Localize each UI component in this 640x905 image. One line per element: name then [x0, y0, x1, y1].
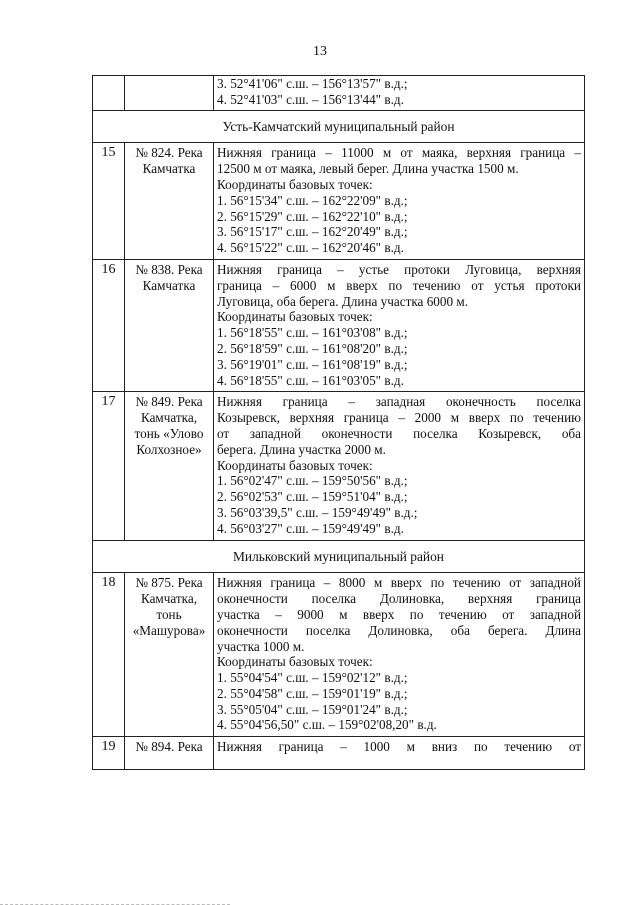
- coordinates-title: Координаты базовых точек:: [217, 457, 373, 473]
- coordinate-line: 3. 52°41'06" с.ш. – 156°13'57" в.д.;: [217, 76, 408, 91]
- row-description-cell: [214, 143, 585, 260]
- row-description-cell: [214, 76, 585, 111]
- coordinate-line: 2. 55°04'58" с.ш. – 159°01'19" в.д.;: [217, 685, 408, 701]
- row-number: 17: [93, 392, 125, 540]
- river-name-line: Камчатка: [142, 161, 196, 177]
- coordinate-line: 1. 56°02'47" с.ш. – 159°50'56" в.д.;: [217, 473, 408, 489]
- district-title: Мильковский муниципальный район: [93, 540, 585, 573]
- district-title: Усть-Камчатский муниципальный район: [93, 110, 585, 143]
- coordinate-line: 4. 55°04'56,50" с.ш. – 159°02'08,20" в.д.: [217, 717, 437, 733]
- table-row: [93, 76, 585, 111]
- description-line: Луговица, оба берега. Длина участка 6000 м.: [217, 293, 469, 309]
- document-table: [92, 75, 585, 770]
- table-row: [93, 143, 585, 260]
- coordinate-line: 2. 56°18'59" с.ш. – 161°08'20" в.д.;: [217, 340, 408, 356]
- river-name-line: № 894. Река: [135, 739, 203, 755]
- row-number-cell: [93, 76, 125, 111]
- coordinate-line: 4. 56°15'22" с.ш. – 162°20'46" в.д.: [217, 240, 404, 256]
- row-number: 16: [93, 259, 125, 391]
- coordinate-line: 4. 56°03'27" с.ш. – 159°49'49" в.д.: [217, 520, 404, 536]
- description-line: Нижняя граница – 11000 м от маяка, верхняя граница –: [217, 145, 581, 161]
- district-header-row: [93, 540, 585, 573]
- coordinate-line: 1. 56°18'55" с.ш. – 161°03'08" в.д.;: [217, 325, 408, 341]
- row-description-cell: [214, 737, 585, 770]
- row-name-cell: [125, 143, 214, 260]
- coordinate-line: 3. 56°03'39,5" с.ш. – 159°49'49" в.д.;: [217, 504, 418, 520]
- river-name-line: Камчатка: [142, 277, 196, 293]
- table-row: [93, 573, 585, 737]
- coordinate-line: 1. 56°15'34" с.ш. – 162°22'09" в.д.;: [217, 192, 408, 208]
- river-name-line: тонь: [156, 606, 182, 622]
- row-name-cell: [125, 573, 214, 737]
- river-name-line: № 824. Река: [135, 145, 203, 161]
- coordinates-title: Координаты базовых точек:: [217, 309, 373, 325]
- row-number: 19: [93, 737, 125, 770]
- river-name-line: Камчатка,: [140, 591, 198, 607]
- description-line: 12500 м от маяка, левый берег. Длина участка 1500 м.: [217, 161, 519, 177]
- coordinate-line: 4. 52°41'03" с.ш. – 156°13'44" в.д.: [217, 91, 404, 107]
- description-line: Нижняя граница – 8000 м вверх по течению от западной: [217, 575, 581, 591]
- coordinate-line: 2. 56°15'29" с.ш. – 162°22'10" в.д.;: [217, 208, 408, 224]
- coordinate-line: 2. 56°02'53" с.ш. – 159°51'04" в.д.;: [217, 489, 408, 505]
- coordinates-title: Координаты базовых точек:: [217, 176, 373, 192]
- row-number: 18: [93, 573, 125, 737]
- coordinate-line: 4. 56°18'55" с.ш. – 161°03'05" в.д.: [217, 372, 404, 388]
- row-name-cell: [125, 392, 214, 540]
- table-row: [93, 737, 585, 770]
- description-line: Нижняя граница – устье протоки Луговица, верхняя: [217, 261, 581, 277]
- river-name-line: № 849. Река: [135, 394, 203, 410]
- description-line: Нижняя граница – западная оконечность поселка: [217, 394, 581, 410]
- river-name-line: Камчатка,: [140, 410, 198, 426]
- page-number: 13: [313, 44, 327, 59]
- row-number: 15: [93, 143, 125, 260]
- coordinate-line: 3. 56°19'01" с.ш. – 161°08'19" в.д.;: [217, 356, 408, 372]
- row-name-cell: [125, 737, 214, 770]
- row-description-cell: [214, 573, 585, 737]
- coordinate-line: 3. 56°15'17" с.ш. – 162°20'49" в.д.;: [217, 224, 408, 240]
- row-description-cell: [214, 392, 585, 540]
- coordinate-line: 1. 55°04'54" с.ш. – 159°02'12" в.д.;: [217, 670, 408, 686]
- description-line: Козыревск, верхняя граница – 2000 м вверх по течению: [217, 410, 581, 426]
- description-line: участка 1000 м.: [217, 638, 305, 654]
- table-row: [93, 259, 585, 391]
- table-row: [93, 392, 585, 540]
- row-name-cell: [125, 76, 214, 111]
- river-name-line: «Машурова»: [132, 622, 206, 638]
- description-line: участка – 9000 м вверх по течению от западной: [217, 606, 581, 622]
- river-name-line: Колхозное»: [136, 441, 202, 457]
- river-name-line: № 838. Река: [135, 261, 203, 277]
- description-line: от западной оконечности поселка Козыревск, оба: [217, 425, 581, 441]
- description-line: граница – 6000 м вверх по течению от устья протоки: [217, 277, 581, 293]
- river-name-line: тонь «Улово: [134, 425, 204, 441]
- description-line: берега. Длина участка 2000 м.: [217, 441, 386, 457]
- district-header-row: [93, 110, 585, 143]
- description-line: оконечности поселка Долиновка, оба берега. Длина: [217, 622, 581, 638]
- row-name-cell: [125, 259, 214, 391]
- river-name-line: № 875. Река: [135, 575, 203, 591]
- coordinate-line: 3. 55°05'04" с.ш. – 159°01'24" в.д.;: [217, 701, 408, 717]
- description-line: оконечности поселка Долиновка, верхняя граница: [217, 591, 581, 607]
- coordinates-title: Координаты базовых точек:: [217, 654, 373, 670]
- row-description-cell: [214, 259, 585, 391]
- description-line: Нижняя граница – 1000 м вниз по течению от: [217, 739, 581, 755]
